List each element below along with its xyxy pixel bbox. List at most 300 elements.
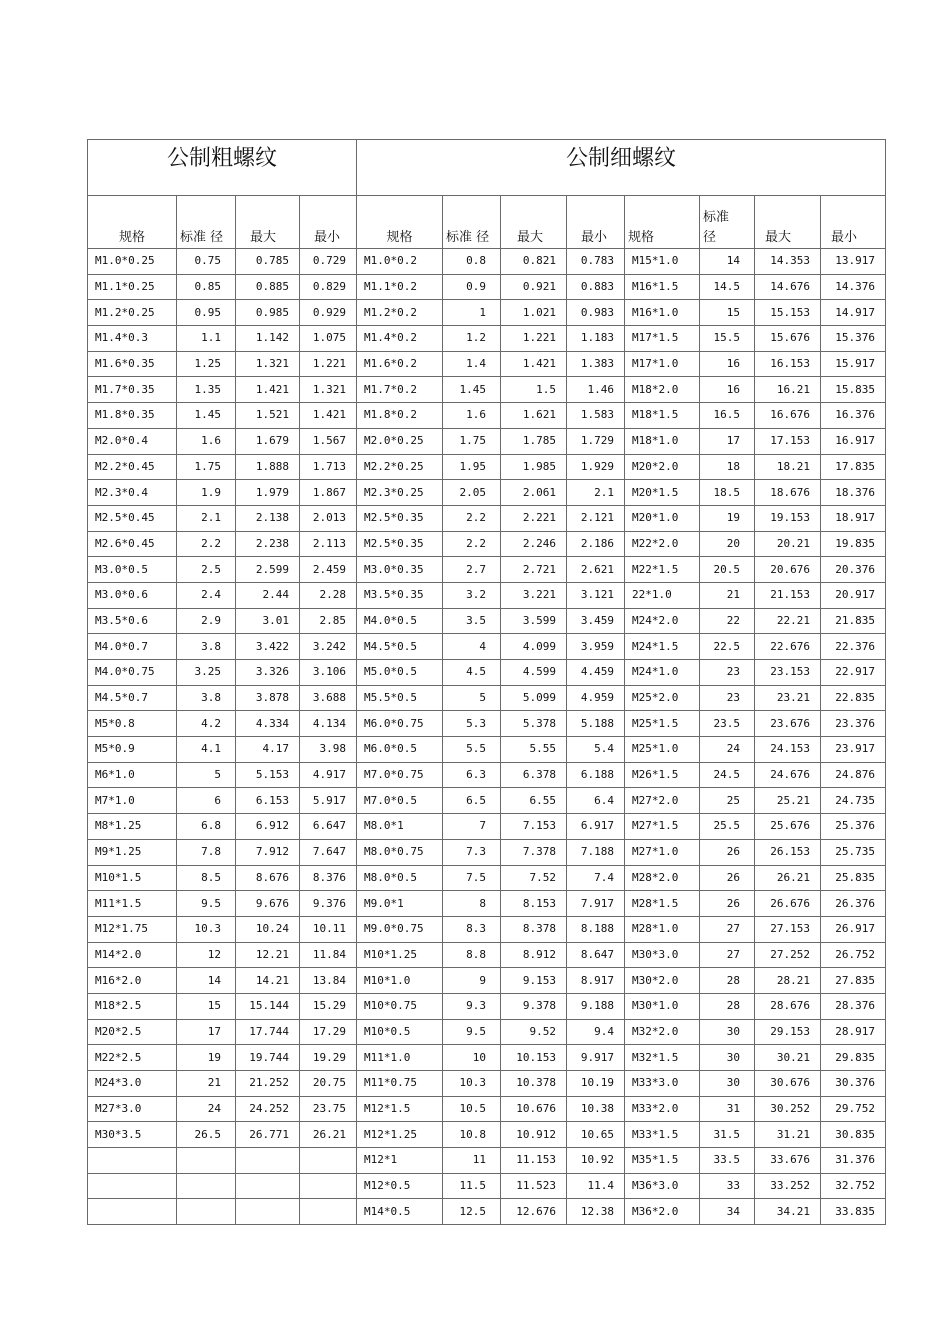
fine2-min-cell: 25.376: [821, 814, 886, 840]
fine-spec-cell: M12*0.5: [357, 1173, 443, 1199]
table-row: [88, 480, 886, 506]
fine-spec-cell: M3.5*0.35: [357, 582, 443, 608]
fine-title: 公制细螺纹: [357, 140, 886, 196]
fine2-min-cell: 30.376: [821, 1071, 886, 1097]
coarse-max-cell: 1.421: [236, 377, 300, 403]
fine-std-diameter-cell: 7.5: [443, 865, 501, 891]
coarse-header-max: 最大: [236, 196, 300, 249]
fine2-std-diameter-cell: 22: [700, 608, 755, 634]
coarse-std-diameter-cell: 10.3: [177, 916, 236, 942]
coarse-max-cell: 1.888: [236, 454, 300, 480]
fine-max-cell: 1.5: [501, 377, 567, 403]
coarse-max-cell: 26.771: [236, 1122, 300, 1148]
fine-min-cell: 7.917: [567, 891, 625, 917]
fine2-std-diameter-cell: 20: [700, 531, 755, 557]
coarse-min-cell: 17.29: [300, 1019, 357, 1045]
fine2-min-cell: 31.376: [821, 1148, 886, 1174]
table-row: [88, 557, 886, 583]
coarse-max-cell: 5.153: [236, 762, 300, 788]
fine-max-cell: 8.153: [501, 891, 567, 917]
fine-max-cell: 7.378: [501, 839, 567, 865]
coarse-max-cell: 3.01: [236, 608, 300, 634]
fine2-std-diameter-cell: 30: [700, 1019, 755, 1045]
table-row: [88, 1199, 886, 1225]
fine2-min-cell: 23.917: [821, 737, 886, 763]
coarse-spec-cell: M2.3*0.4: [88, 480, 177, 506]
fine2-spec-cell: M25*2.0: [625, 685, 700, 711]
fine2-spec-cell: M16*1.5: [625, 274, 700, 300]
coarse-header-std: 标准 径: [177, 196, 236, 249]
coarse-min-cell: 3.688: [300, 685, 357, 711]
fine-min-cell: 10.92: [567, 1148, 625, 1174]
coarse-min-cell: 19.29: [300, 1045, 357, 1071]
fine-spec-cell: M1.2*0.2: [357, 300, 443, 326]
coarse-max-cell: 2.44: [236, 582, 300, 608]
fine2-max-cell: 23.676: [755, 711, 821, 737]
fine-spec-cell: M6.0*0.75: [357, 711, 443, 737]
fine-min-cell: 11.4: [567, 1173, 625, 1199]
fine-min-cell: 10.38: [567, 1096, 625, 1122]
coarse-min-cell: [300, 1199, 357, 1225]
table-row: [88, 891, 886, 917]
coarse-min-cell: 15.29: [300, 993, 357, 1019]
table-row: [88, 428, 886, 454]
fine2-max-cell: 30.252: [755, 1096, 821, 1122]
coarse-max-cell: 2.599: [236, 557, 300, 583]
table-row: [88, 1122, 886, 1148]
fine-spec-cell: M3.0*0.35: [357, 557, 443, 583]
fine2-std-diameter-cell: 25: [700, 788, 755, 814]
coarse-std-diameter-cell: 2.2: [177, 531, 236, 557]
fine-min-cell: 0.783: [567, 249, 625, 275]
fine-std-diameter-cell: 1.2: [443, 326, 501, 352]
coarse-std-diameter-cell: 5: [177, 762, 236, 788]
coarse-max-cell: [236, 1148, 300, 1174]
coarse-std-diameter-cell: 4.2: [177, 711, 236, 737]
fine-max-cell: 4.599: [501, 660, 567, 686]
fine2-spec-cell: M35*1.5: [625, 1148, 700, 1174]
fine-spec-cell: M1.1*0.2: [357, 274, 443, 300]
coarse-std-diameter-cell: 2.1: [177, 505, 236, 531]
fine-spec-cell: M8.0*1: [357, 814, 443, 840]
fine2-min-cell: 24.735: [821, 788, 886, 814]
fine2-std-diameter-cell: 31: [700, 1096, 755, 1122]
fine2-std-diameter-cell: 34: [700, 1199, 755, 1225]
fine2-std-diameter-cell: 33: [700, 1173, 755, 1199]
fine2-min-cell: 29.835: [821, 1045, 886, 1071]
fine-spec-cell: M8.0*0.75: [357, 839, 443, 865]
fine2-max-cell: 18.21: [755, 454, 821, 480]
fine2-spec-cell: M22*1.5: [625, 557, 700, 583]
coarse-spec-cell: M5*0.9: [88, 737, 177, 763]
coarse-max-cell: 15.144: [236, 993, 300, 1019]
coarse-min-cell: 8.376: [300, 865, 357, 891]
coarse-min-cell: 20.75: [300, 1071, 357, 1097]
coarse-min-cell: 2.459: [300, 557, 357, 583]
fine-max-cell: 2.246: [501, 531, 567, 557]
table-row: [88, 711, 886, 737]
fine-std-diameter-cell: 9.3: [443, 993, 501, 1019]
coarse-std-diameter-cell: [177, 1199, 236, 1225]
fine2-std-diameter-cell: 28: [700, 968, 755, 994]
fine2-std-diameter-cell: 16: [700, 377, 755, 403]
coarse-std-diameter-cell: 8.5: [177, 865, 236, 891]
fine2-max-cell: 34.21: [755, 1199, 821, 1225]
fine-std-diameter-cell: 12.5: [443, 1199, 501, 1225]
table-row: [88, 1173, 886, 1199]
fine-max-cell: 0.921: [501, 274, 567, 300]
coarse-spec-cell: M1.8*0.35: [88, 403, 177, 429]
coarse-max-cell: 7.912: [236, 839, 300, 865]
coarse-min-cell: 0.929: [300, 300, 357, 326]
fine-max-cell: 3.599: [501, 608, 567, 634]
fine-spec-cell: M12*1.25: [357, 1122, 443, 1148]
fine2-std-diameter-cell: 16: [700, 351, 755, 377]
fine-min-cell: 2.1: [567, 480, 625, 506]
coarse-min-cell: 10.11: [300, 916, 357, 942]
fine-min-cell: 7.4: [567, 865, 625, 891]
fine2-min-cell: 22.376: [821, 634, 886, 660]
coarse-min-cell: [300, 1173, 357, 1199]
coarse-spec-cell: M3.0*0.5: [88, 557, 177, 583]
table-row: [88, 839, 886, 865]
fine-std-diameter-cell: 8.8: [443, 942, 501, 968]
fine-max-cell: 7.153: [501, 814, 567, 840]
coarse-std-diameter-cell: 1.6: [177, 428, 236, 454]
fine2-max-cell: 26.21: [755, 865, 821, 891]
fine-spec-cell: M1.7*0.2: [357, 377, 443, 403]
coarse-spec-cell: M5*0.8: [88, 711, 177, 737]
fine-max-cell: 10.676: [501, 1096, 567, 1122]
fine2-max-cell: 33.676: [755, 1148, 821, 1174]
fine-max-cell: 8.912: [501, 942, 567, 968]
fine2-spec-cell: M20*1.5: [625, 480, 700, 506]
fine-max-cell: 6.378: [501, 762, 567, 788]
coarse-min-cell: 9.376: [300, 891, 357, 917]
fine-std-diameter-cell: 5: [443, 685, 501, 711]
table-row: [88, 865, 886, 891]
fine-max-cell: 8.378: [501, 916, 567, 942]
fine2-max-cell: 25.676: [755, 814, 821, 840]
fine-header-std-2: 标准 径: [700, 196, 755, 249]
fine2-max-cell: 28.676: [755, 993, 821, 1019]
fine-std-diameter-cell: 3.5: [443, 608, 501, 634]
fine2-std-diameter-cell: 26: [700, 865, 755, 891]
coarse-max-cell: 1.142: [236, 326, 300, 352]
coarse-max-cell: 0.785: [236, 249, 300, 275]
fine2-min-cell: 27.835: [821, 968, 886, 994]
fine2-spec-cell: M17*1.5: [625, 326, 700, 352]
fine2-std-diameter-cell: 15: [700, 300, 755, 326]
fine-max-cell: 1.421: [501, 351, 567, 377]
coarse-spec-cell: M9*1.25: [88, 839, 177, 865]
fine2-spec-cell: M27*1.5: [625, 814, 700, 840]
fine2-spec-cell: M33*3.0: [625, 1071, 700, 1097]
coarse-spec-cell: M24*3.0: [88, 1071, 177, 1097]
coarse-std-diameter-cell: 0.95: [177, 300, 236, 326]
fine-spec-cell: M1.4*0.2: [357, 326, 443, 352]
fine-std-diameter-cell: 1: [443, 300, 501, 326]
fine2-std-diameter-cell: 31.5: [700, 1122, 755, 1148]
table-row: [88, 916, 886, 942]
fine-std-diameter-cell: 1.75: [443, 428, 501, 454]
fine-std-diameter-cell: 3.2: [443, 582, 501, 608]
fine-max-cell: 4.099: [501, 634, 567, 660]
fine-max-cell: 3.221: [501, 582, 567, 608]
fine-min-cell: 0.883: [567, 274, 625, 300]
fine-max-cell: 1.621: [501, 403, 567, 429]
fine-min-cell: 6.917: [567, 814, 625, 840]
coarse-min-cell: 2.013: [300, 505, 357, 531]
coarse-std-diameter-cell: 3.8: [177, 685, 236, 711]
fine-std-diameter-cell: 4.5: [443, 660, 501, 686]
fine-min-cell: 9.917: [567, 1045, 625, 1071]
fine-std-diameter-cell: 9: [443, 968, 501, 994]
coarse-min-cell: 1.567: [300, 428, 357, 454]
fine2-spec-cell: M28*2.0: [625, 865, 700, 891]
fine2-std-diameter-cell: 21: [700, 582, 755, 608]
fine-max-cell: 11.523: [501, 1173, 567, 1199]
fine-spec-cell: M1.8*0.2: [357, 403, 443, 429]
fine2-spec-cell: M18*1.0: [625, 428, 700, 454]
fine2-std-diameter-cell: 23.5: [700, 711, 755, 737]
coarse-min-cell: 4.917: [300, 762, 357, 788]
fine2-min-cell: 20.917: [821, 582, 886, 608]
fine-std-diameter-cell: 6.5: [443, 788, 501, 814]
coarse-std-diameter-cell: 19: [177, 1045, 236, 1071]
fine-std-diameter-cell: 10: [443, 1045, 501, 1071]
coarse-std-diameter-cell: [177, 1148, 236, 1174]
fine-min-cell: 2.186: [567, 531, 625, 557]
coarse-std-diameter-cell: 2.5: [177, 557, 236, 583]
fine-spec-cell: M7.0*0.75: [357, 762, 443, 788]
fine-max-cell: 11.153: [501, 1148, 567, 1174]
fine2-min-cell: 13.917: [821, 249, 886, 275]
fine2-std-diameter-cell: 24: [700, 737, 755, 763]
fine-spec-cell: M10*0.75: [357, 993, 443, 1019]
fine2-max-cell: 22.676: [755, 634, 821, 660]
fine2-min-cell: 25.835: [821, 865, 886, 891]
fine2-min-cell: 22.917: [821, 660, 886, 686]
fine-spec-cell: M4.5*0.5: [357, 634, 443, 660]
fine-spec-cell: M9.0*0.75: [357, 916, 443, 942]
coarse-max-cell: 0.985: [236, 300, 300, 326]
thread-table: [87, 139, 886, 1225]
fine2-spec-cell: M17*1.0: [625, 351, 700, 377]
table-row: [88, 531, 886, 557]
fine-max-cell: 2.221: [501, 505, 567, 531]
fine-std-diameter-cell: 11: [443, 1148, 501, 1174]
table-row: [88, 788, 886, 814]
coarse-spec-cell: M8*1.25: [88, 814, 177, 840]
fine-std-diameter-cell: 10.3: [443, 1071, 501, 1097]
fine-std-diameter-cell: 1.95: [443, 454, 501, 480]
coarse-std-diameter-cell: 1.75: [177, 454, 236, 480]
fine2-spec-cell: M24*1.5: [625, 634, 700, 660]
fine2-std-diameter-cell: 20.5: [700, 557, 755, 583]
coarse-spec-cell: M1.4*0.3: [88, 326, 177, 352]
fine2-min-cell: 22.835: [821, 685, 886, 711]
fine-min-cell: 8.647: [567, 942, 625, 968]
fine2-max-cell: 27.252: [755, 942, 821, 968]
coarse-max-cell: 3.878: [236, 685, 300, 711]
coarse-min-cell: 0.829: [300, 274, 357, 300]
coarse-min-cell: 2.28: [300, 582, 357, 608]
coarse-min-cell: 0.729: [300, 249, 357, 275]
fine2-max-cell: 15.676: [755, 326, 821, 352]
table-row: [88, 634, 886, 660]
fine2-min-cell: 18.917: [821, 505, 886, 531]
fine-max-cell: 10.378: [501, 1071, 567, 1097]
fine-header-spec: 规格: [357, 196, 443, 249]
fine2-max-cell: 30.21: [755, 1045, 821, 1071]
coarse-max-cell: 9.676: [236, 891, 300, 917]
coarse-spec-cell: M6*1.0: [88, 762, 177, 788]
fine-std-diameter-cell: 11.5: [443, 1173, 501, 1199]
fine2-max-cell: 19.153: [755, 505, 821, 531]
coarse-max-cell: 8.676: [236, 865, 300, 891]
fine2-spec-cell: M32*2.0: [625, 1019, 700, 1045]
fine2-std-diameter-cell: 23: [700, 660, 755, 686]
fine2-min-cell: 28.917: [821, 1019, 886, 1045]
coarse-std-diameter-cell: 0.85: [177, 274, 236, 300]
fine2-min-cell: 28.376: [821, 993, 886, 1019]
coarse-std-diameter-cell: 21: [177, 1071, 236, 1097]
fine2-max-cell: 20.676: [755, 557, 821, 583]
fine2-max-cell: 17.153: [755, 428, 821, 454]
fine2-max-cell: 23.21: [755, 685, 821, 711]
table-row: [88, 249, 886, 275]
fine-max-cell: 12.676: [501, 1199, 567, 1225]
coarse-std-diameter-cell: 1.25: [177, 351, 236, 377]
fine-max-cell: 0.821: [501, 249, 567, 275]
coarse-max-cell: 12.21: [236, 942, 300, 968]
coarse-spec-cell: M2.0*0.4: [88, 428, 177, 454]
table-row: [88, 762, 886, 788]
fine-min-cell: 10.19: [567, 1071, 625, 1097]
coarse-min-cell: 4.134: [300, 711, 357, 737]
coarse-std-diameter-cell: 2.4: [177, 582, 236, 608]
coarse-min-cell: 11.84: [300, 942, 357, 968]
fine2-spec-cell: M30*1.0: [625, 993, 700, 1019]
table-row: [88, 942, 886, 968]
table-row: [88, 968, 886, 994]
coarse-min-cell: 3.242: [300, 634, 357, 660]
fine-min-cell: 9.4: [567, 1019, 625, 1045]
coarse-min-cell: [300, 1148, 357, 1174]
fine-min-cell: 5.188: [567, 711, 625, 737]
fine2-std-diameter-cell: 26: [700, 839, 755, 865]
fine2-spec-cell: M20*2.0: [625, 454, 700, 480]
fine-max-cell: 5.099: [501, 685, 567, 711]
coarse-spec-cell: [88, 1199, 177, 1225]
fine2-std-diameter-cell: 15.5: [700, 326, 755, 352]
coarse-max-cell: 17.744: [236, 1019, 300, 1045]
fine-std-diameter-cell: 2.7: [443, 557, 501, 583]
fine-max-cell: 2.721: [501, 557, 567, 583]
fine2-spec-cell: M28*1.0: [625, 916, 700, 942]
fine-header-min: 最小: [567, 196, 625, 249]
fine2-std-diameter-cell: 30: [700, 1071, 755, 1097]
fine-std-diameter-cell: 7.3: [443, 839, 501, 865]
table-row: [88, 1148, 886, 1174]
fine-spec-cell: M1.6*0.2: [357, 351, 443, 377]
fine-std-diameter-cell: 0.8: [443, 249, 501, 275]
coarse-max-cell: 10.24: [236, 916, 300, 942]
coarse-max-cell: [236, 1173, 300, 1199]
coarse-spec-cell: M1.2*0.25: [88, 300, 177, 326]
coarse-max-cell: 4.334: [236, 711, 300, 737]
coarse-header-spec: 规格: [88, 196, 177, 249]
fine2-min-cell: 15.376: [821, 326, 886, 352]
fine-min-cell: 0.983: [567, 300, 625, 326]
fine2-min-cell: 15.835: [821, 377, 886, 403]
coarse-spec-cell: M1.1*0.25: [88, 274, 177, 300]
fine-spec-cell: M10*1.25: [357, 942, 443, 968]
fine2-spec-cell: M30*2.0: [625, 968, 700, 994]
fine2-max-cell: 15.153: [755, 300, 821, 326]
fine2-spec-cell: M18*2.0: [625, 377, 700, 403]
coarse-min-cell: 3.98: [300, 737, 357, 763]
table-row: [88, 737, 886, 763]
coarse-max-cell: 24.252: [236, 1096, 300, 1122]
coarse-title: 公制粗螺纹: [88, 140, 357, 196]
fine2-spec-cell: M27*1.0: [625, 839, 700, 865]
fine-spec-cell: M12*1: [357, 1148, 443, 1174]
fine2-max-cell: 27.153: [755, 916, 821, 942]
fine-min-cell: 1.729: [567, 428, 625, 454]
fine2-spec-cell: M22*2.0: [625, 531, 700, 557]
fine-min-cell: 5.4: [567, 737, 625, 763]
fine-min-cell: 12.38: [567, 1199, 625, 1225]
coarse-max-cell: 19.744: [236, 1045, 300, 1071]
coarse-std-diameter-cell: 1.35: [177, 377, 236, 403]
coarse-spec-cell: M3.5*0.6: [88, 608, 177, 634]
fine2-min-cell: 16.376: [821, 403, 886, 429]
coarse-spec-cell: M1.7*0.35: [88, 377, 177, 403]
fine2-min-cell: 26.752: [821, 942, 886, 968]
coarse-max-cell: 1.521: [236, 403, 300, 429]
fine-std-diameter-cell: 4: [443, 634, 501, 660]
fine-min-cell: 9.188: [567, 993, 625, 1019]
fine2-max-cell: 16.21: [755, 377, 821, 403]
fine-max-cell: 1.221: [501, 326, 567, 352]
fine2-min-cell: 20.376: [821, 557, 886, 583]
coarse-max-cell: 1.321: [236, 351, 300, 377]
fine2-spec-cell: M33*1.5: [625, 1122, 700, 1148]
fine-max-cell: 9.378: [501, 993, 567, 1019]
fine2-spec-cell: M25*1.5: [625, 711, 700, 737]
fine2-spec-cell: M33*2.0: [625, 1096, 700, 1122]
table-row: [88, 1019, 886, 1045]
fine-std-diameter-cell: 9.5: [443, 1019, 501, 1045]
fine-spec-cell: M5.0*0.5: [357, 660, 443, 686]
coarse-max-cell: 14.21: [236, 968, 300, 994]
fine-spec-cell: M2.5*0.35: [357, 505, 443, 531]
coarse-std-diameter-cell: 2.9: [177, 608, 236, 634]
fine2-std-diameter-cell: 17: [700, 428, 755, 454]
fine2-max-cell: 14.676: [755, 274, 821, 300]
coarse-max-cell: 6.153: [236, 788, 300, 814]
fine-spec-cell: M10*0.5: [357, 1019, 443, 1045]
fine-std-diameter-cell: 5.5: [443, 737, 501, 763]
coarse-std-diameter-cell: 3.8: [177, 634, 236, 660]
coarse-std-diameter-cell: 24: [177, 1096, 236, 1122]
fine2-std-diameter-cell: 22.5: [700, 634, 755, 660]
fine-std-diameter-cell: 6.3: [443, 762, 501, 788]
fine-min-cell: 10.65: [567, 1122, 625, 1148]
coarse-min-cell: 1.713: [300, 454, 357, 480]
